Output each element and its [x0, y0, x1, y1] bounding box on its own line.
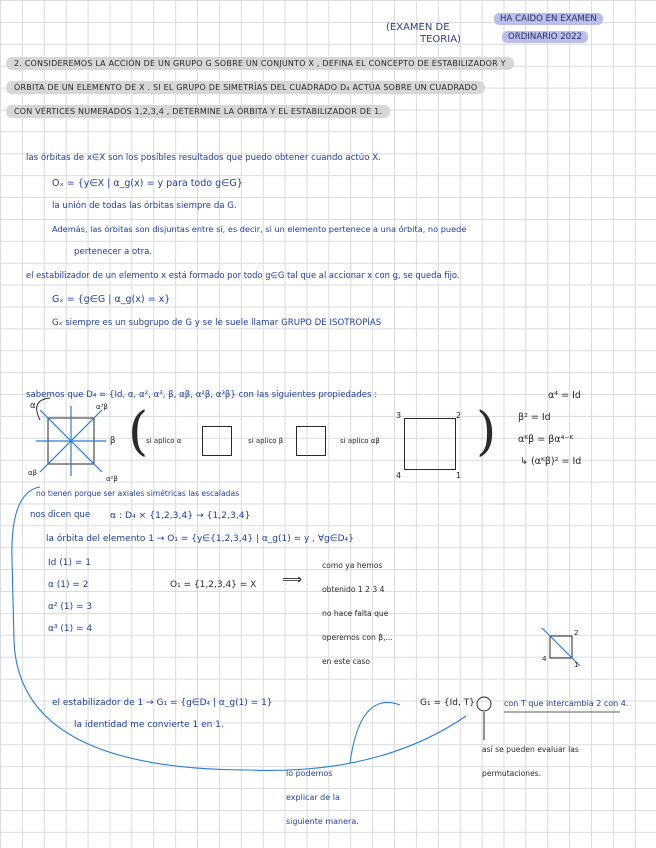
orbit-calc-l2: α (1) = 2: [48, 580, 89, 590]
map-def: α : D₄ × {1,2,3,4} → {1,2,3,4}: [110, 510, 251, 521]
orbit-note-5: en este caso: [322, 657, 371, 666]
orbit-disjoint-2: pertenecer a otra.: [74, 247, 153, 257]
big-square-v3: 3: [396, 411, 402, 420]
d4-prop-4: ↳ (αᴷβ)² = Id: [520, 456, 582, 467]
orbit-intro: las órbitas de x∈X son los posibles resultados que puedo obtener cuando actúo X.: [26, 153, 381, 163]
stab-formula: Gₓ = {g∈G | α_g(x) = x}: [52, 294, 171, 305]
orbit-union: la unión de todas las órbitas siempre da G.: [52, 201, 237, 211]
stab-blue-note-1: lo podemos: [286, 769, 333, 778]
stab-subgroup: Gₓ siempre es un subgrupo de G y se le suele llamar GRUPO DE ISOTROPÍAS: [52, 318, 382, 328]
question-line-3: CON VÉRTICES NUMERADOS 1,2,3,4 , DETERMINE LA ÓRBITA Y EL ESTABILIZADOR DE 1.: [6, 106, 390, 118]
label-alpha: α: [30, 401, 36, 411]
d4-prop-2: β² = Id: [518, 412, 551, 423]
stab-blue-note-3: siguiente manera.: [286, 817, 359, 826]
stab-explain-1: así se pueden evaluar las: [482, 745, 579, 754]
exam-badge: HA CAIDO EN EXAMEN ORDINARIO 2022: [494, 12, 603, 44]
small-square-v4: 4: [542, 655, 547, 663]
small-square-v1: 1: [574, 661, 579, 669]
stab-calc-formula: el estabilizador de 1 → G₁ = {g∈D₄ | α_g(1) = 1}: [52, 698, 273, 708]
apply-beta-label: si aplico β: [248, 437, 284, 445]
orbit-note-4: operemos con β,...: [322, 633, 393, 642]
orbit-calc-l3: α² (1) = 3: [48, 602, 93, 612]
question-line-1: 2. CONSIDEREMOS LA ACCIÓN DE UN GRUPO G SOBRE UN CONJUNTO X , DEFINA EL CONCEPTO DE ESTABILIZADOR Y: [6, 58, 514, 70]
stab-calc-identity: la identidad me convierte 1 en 1.: [74, 720, 224, 730]
orbit-calc-result: O₁ = {1,2,3,4} = X: [170, 580, 257, 590]
square-alpha: [202, 426, 232, 456]
orbit-calc-arrow: ⟹: [282, 572, 303, 588]
orbit-calc-l4: α³ (1) = 4: [48, 624, 93, 634]
label-a2b: α²β: [106, 475, 118, 483]
exam-type-label: (EXAMEN DE TEORIA): [386, 22, 461, 45]
orbit-note-3: no hace falta que: [322, 609, 389, 618]
apply-ab-label: si aplico αβ: [340, 437, 380, 445]
question-line-2: ÓRBITA DE UN ELEMENTO DE X . SI EL GRUPO DE SIMETRÍAS DEL CUADRADO D₄ ACTÚA SOBRE UN CUADRADO: [6, 82, 485, 94]
big-square-v4: 4: [396, 471, 402, 480]
note-symmetries: no tienen porque ser axiales simétricas las escaladas: [36, 489, 240, 498]
stab-blue-note-2: explicar de la: [286, 793, 340, 802]
apply-alpha-label: si aplico α: [146, 437, 182, 445]
square-ab: [404, 418, 456, 470]
orbit-disjoint-1: Además, las órbitas son disjuntas entre sí, es decir, si un elemento pertenece a una órbita, no puede: [52, 224, 467, 234]
d4-prop-3: αᴷβ = βα⁴⁻ᴷ: [518, 434, 574, 445]
stab-explain-2: permutaciones.: [482, 769, 542, 778]
small-square-v2: 2: [574, 629, 579, 637]
right-paren: ): [476, 402, 497, 462]
orbit-calc-l1: Id (1) = 1: [48, 558, 91, 568]
stab-intro: el estabilizador de un elemento x está formado por todo g∈G tal que al accionar x con g, se queda fijo.: [26, 270, 460, 280]
stab-calc-result: G₁ = {Id, T}: [420, 698, 475, 708]
orbit-note-1: como ya hemos: [322, 561, 383, 570]
label-a3b: α³β: [96, 403, 108, 411]
orbit-formula: Oₓ = {y∈X | α_g(x) = y para todo g∈G}: [52, 178, 243, 189]
tells-us: nos dicen que: [30, 510, 91, 520]
big-square-v2: 2: [456, 411, 462, 420]
orbit-calc-heading: la órbita del elemento 1 → O₁ = {y∈{1,2,3,4} | α_g(1) = y , ∀g∈D₄}: [46, 534, 354, 544]
orbit-note-2: obtenido 1 2 3 4: [322, 585, 385, 594]
big-square-v1: 1: [456, 471, 462, 480]
left-paren: (: [128, 402, 149, 462]
square-beta: [296, 426, 326, 456]
label-ab: αβ: [28, 469, 38, 477]
d4-prop-1: α⁴ = Id: [548, 390, 581, 401]
stab-T-note: con T que intercambia 2 con 4.: [504, 699, 629, 708]
label-beta: β: [110, 436, 116, 446]
d4-intro: sabemos que D₄ = {Id, α, α², α³, β, αβ, α²β, α³β} con las siguientes propiedades :: [26, 390, 378, 400]
